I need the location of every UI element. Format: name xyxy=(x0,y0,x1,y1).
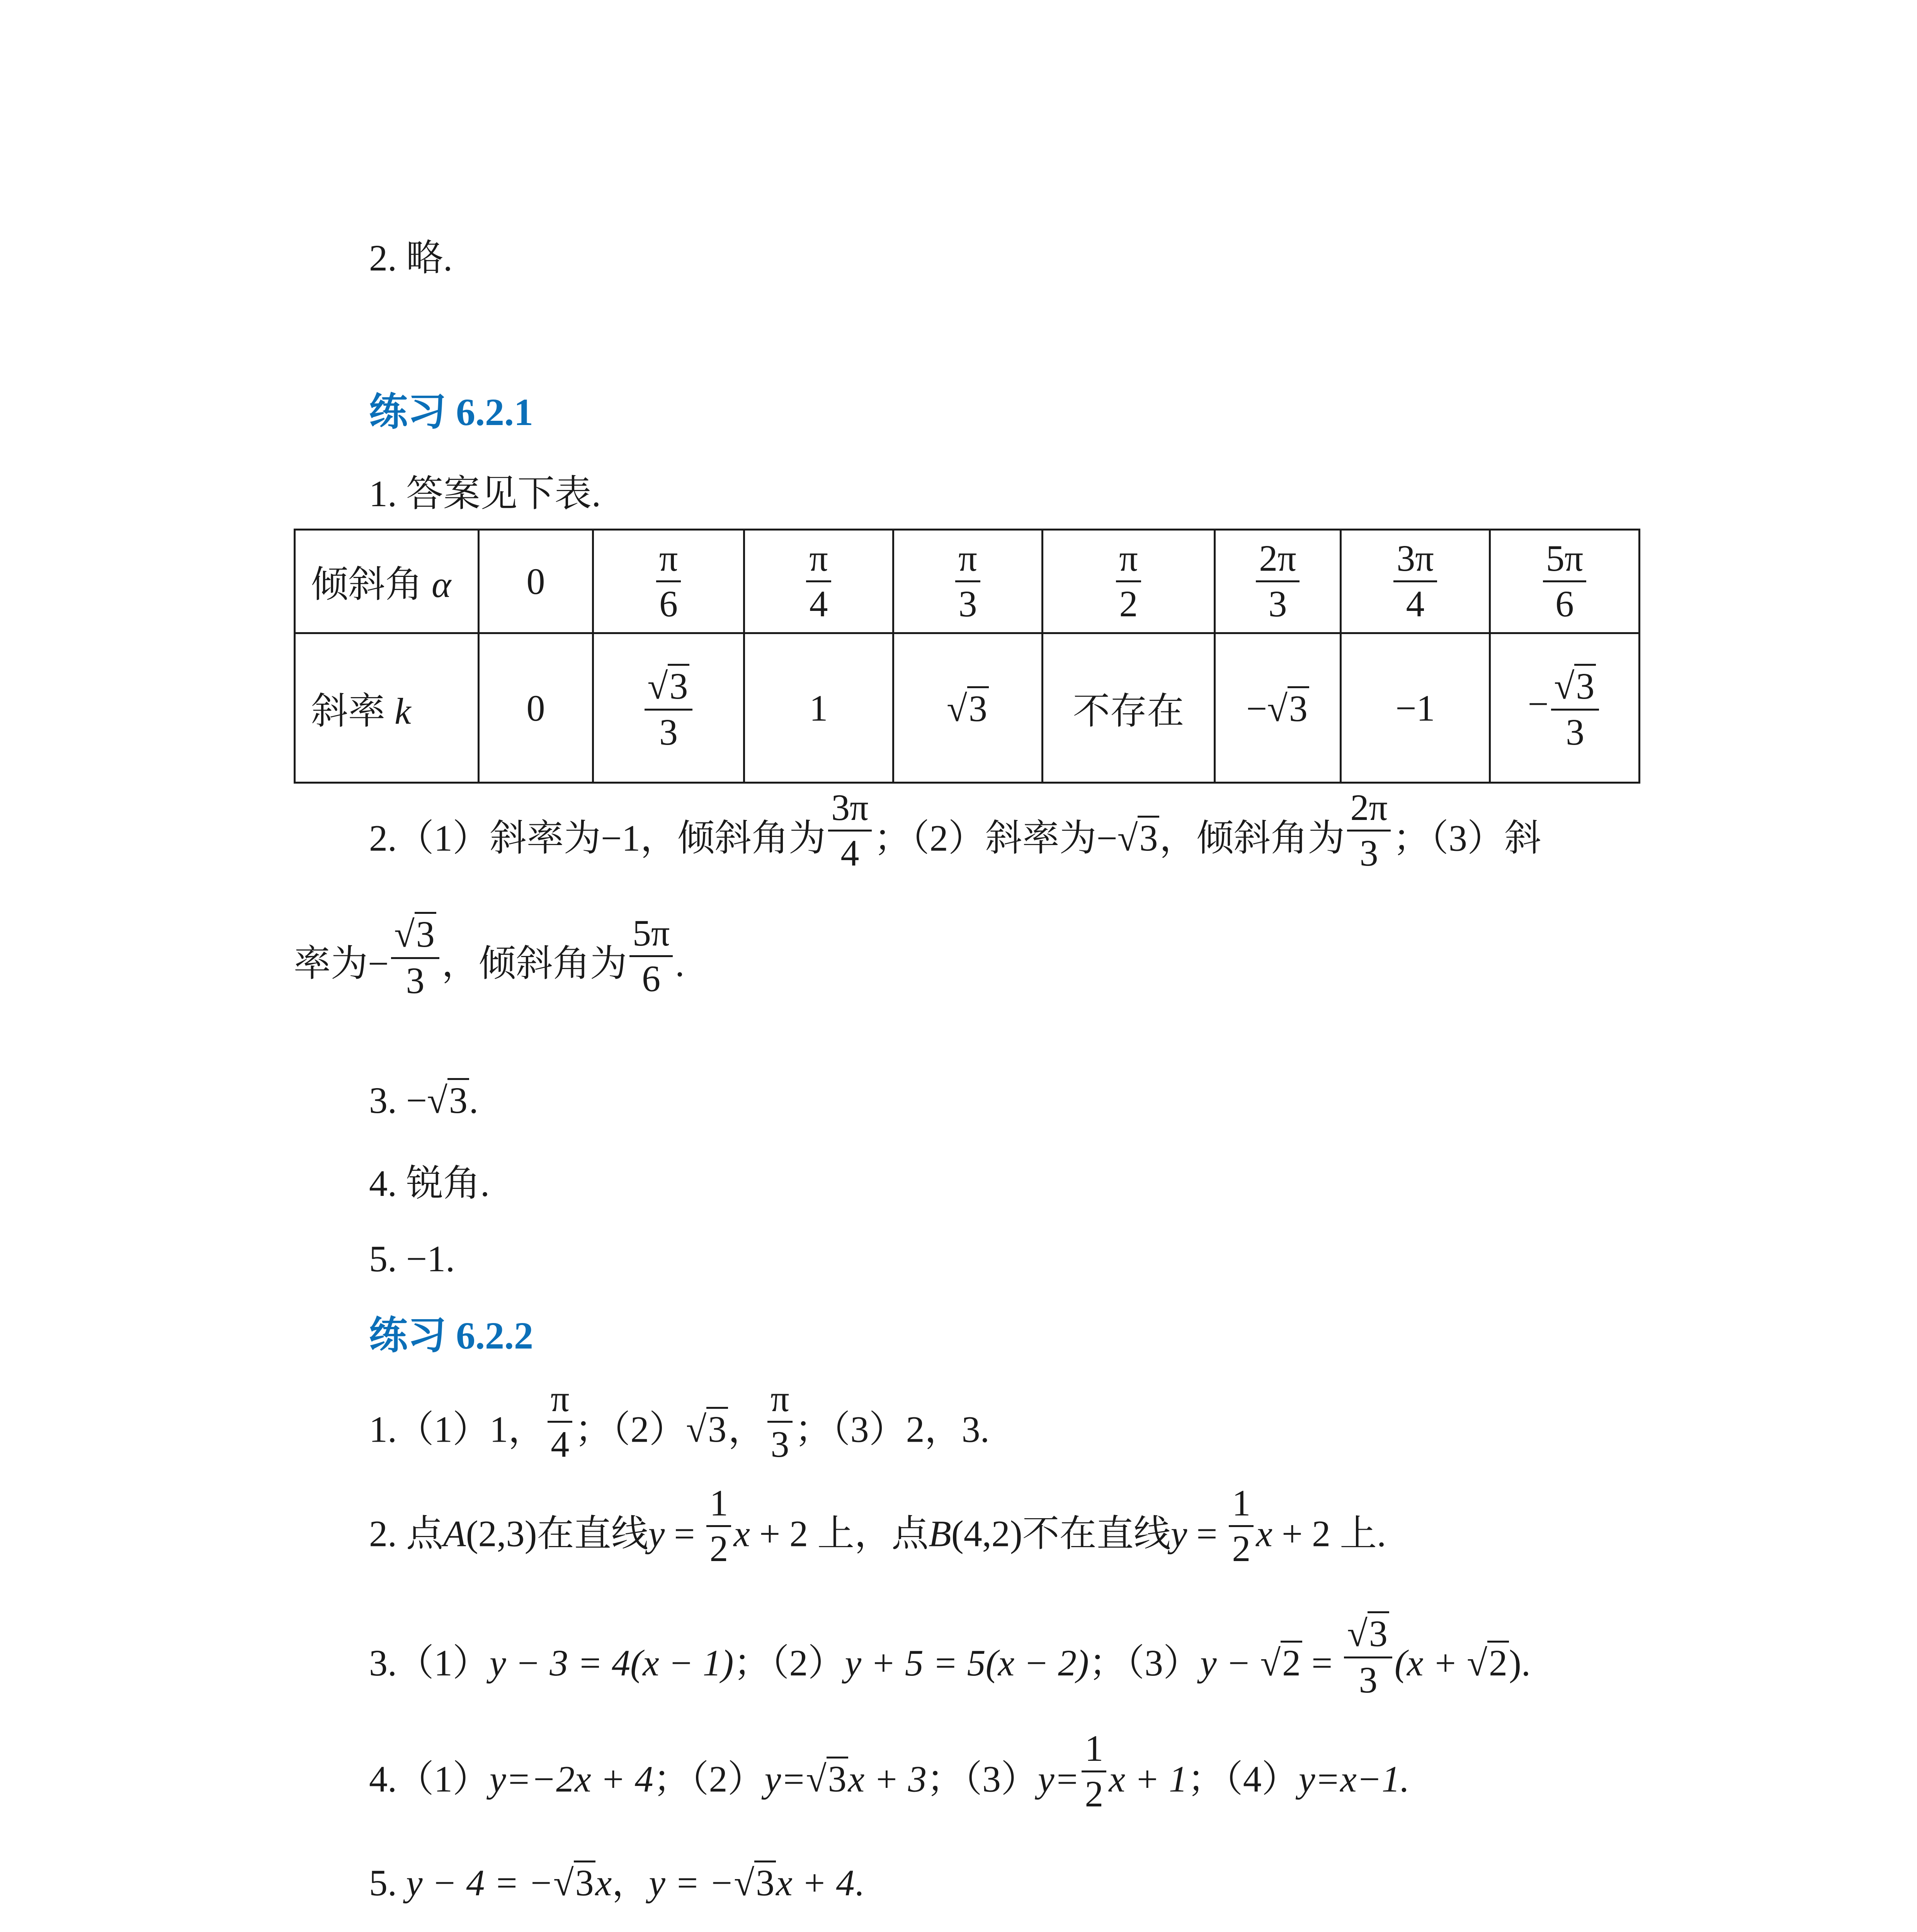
table-cell: −1 xyxy=(1341,633,1490,783)
answer-line: 1. 答案见下表. xyxy=(369,473,601,514)
table-cell: $\frac{2\pi}{3}$ xyxy=(1215,530,1341,633)
table-row xyxy=(295,530,1640,633)
slope-angle-table xyxy=(294,529,1640,784)
table-cell: 0 xyxy=(479,530,593,633)
section-heading: 练习 6.2.1 xyxy=(369,391,533,434)
answer-line: 2. 略. xyxy=(369,237,452,279)
table-cell: $\frac{\pi}{2}$ xyxy=(1043,530,1215,633)
answer-line: 5. −1. xyxy=(369,1238,455,1279)
table-cell: $\frac{\pi}{6}$ xyxy=(593,530,744,633)
table-cell: √3 xyxy=(893,633,1043,783)
table-cell: −√3 xyxy=(1215,633,1341,783)
answer-line: 2.（1）斜率为−1，倾斜角为 $\frac{3\pi}{4}$ ；（2）斜率为−√3，倾斜角为 $\frac{2\pi}{3}$ ；（3）斜 xyxy=(369,787,1541,874)
table-cell: 倾斜角 α xyxy=(295,530,479,633)
answer-line: 5. y − 4 = −√3x，y = −√3x + 4. xyxy=(369,1861,864,1903)
answer-line: 2. 点A(2,3)在直线y = $\frac{1}{2}$ x + 2 上，点B(4,2)不在直线y = $\frac{1}{2}$ x + 2 上. xyxy=(369,1482,1386,1569)
table-cell: − $\frac{√3}{3}$ xyxy=(1490,633,1640,783)
table-cell: $\frac{5\pi}{6}$ xyxy=(1490,530,1640,633)
section-heading: 练习 6.2.2 xyxy=(369,1314,533,1357)
table-cell: 不存在 xyxy=(1043,633,1215,783)
answer-line: 3.（1）y − 3 = 4(x − 1)；（2）y + 5 = 5(x − 2)；（3）y − √2 = $\frac{√3}{3}$ (x + √2). xyxy=(369,1634,1531,1699)
table-cell: $\frac{\pi}{4}$ xyxy=(744,530,893,633)
answer-line: 4.（1）y=−2x + 4；（2）y=√3x + 3；（3）y= $\frac{1}{2}$ x + 1；（4）y=x−1. xyxy=(369,1728,1410,1815)
answer-line: 3. −√3. xyxy=(369,1078,478,1121)
table-row xyxy=(295,633,1640,783)
table-cell: $\frac{3\pi}{4}$ xyxy=(1341,530,1490,633)
table-cell: $\frac{\pi}{3}$ xyxy=(893,530,1043,633)
answer-line: 4. 锐角. xyxy=(369,1163,490,1204)
table-cell: $\frac{√3}{3}$ xyxy=(593,633,744,783)
answer-line: 1.（1）1， $\frac{\pi}{4}$ ；（2）√3， $\frac{\pi}{3}$ ；（3）2，3. xyxy=(369,1378,990,1465)
table-cell: 0 xyxy=(479,633,593,783)
table-cell: 斜率 k xyxy=(295,633,479,783)
table-cell: 1 xyxy=(744,633,893,783)
answer-line: 率为− $\frac{√3}{3}$ ，倾斜角为 $\frac{5\pi}{6}$ . xyxy=(294,912,685,1001)
